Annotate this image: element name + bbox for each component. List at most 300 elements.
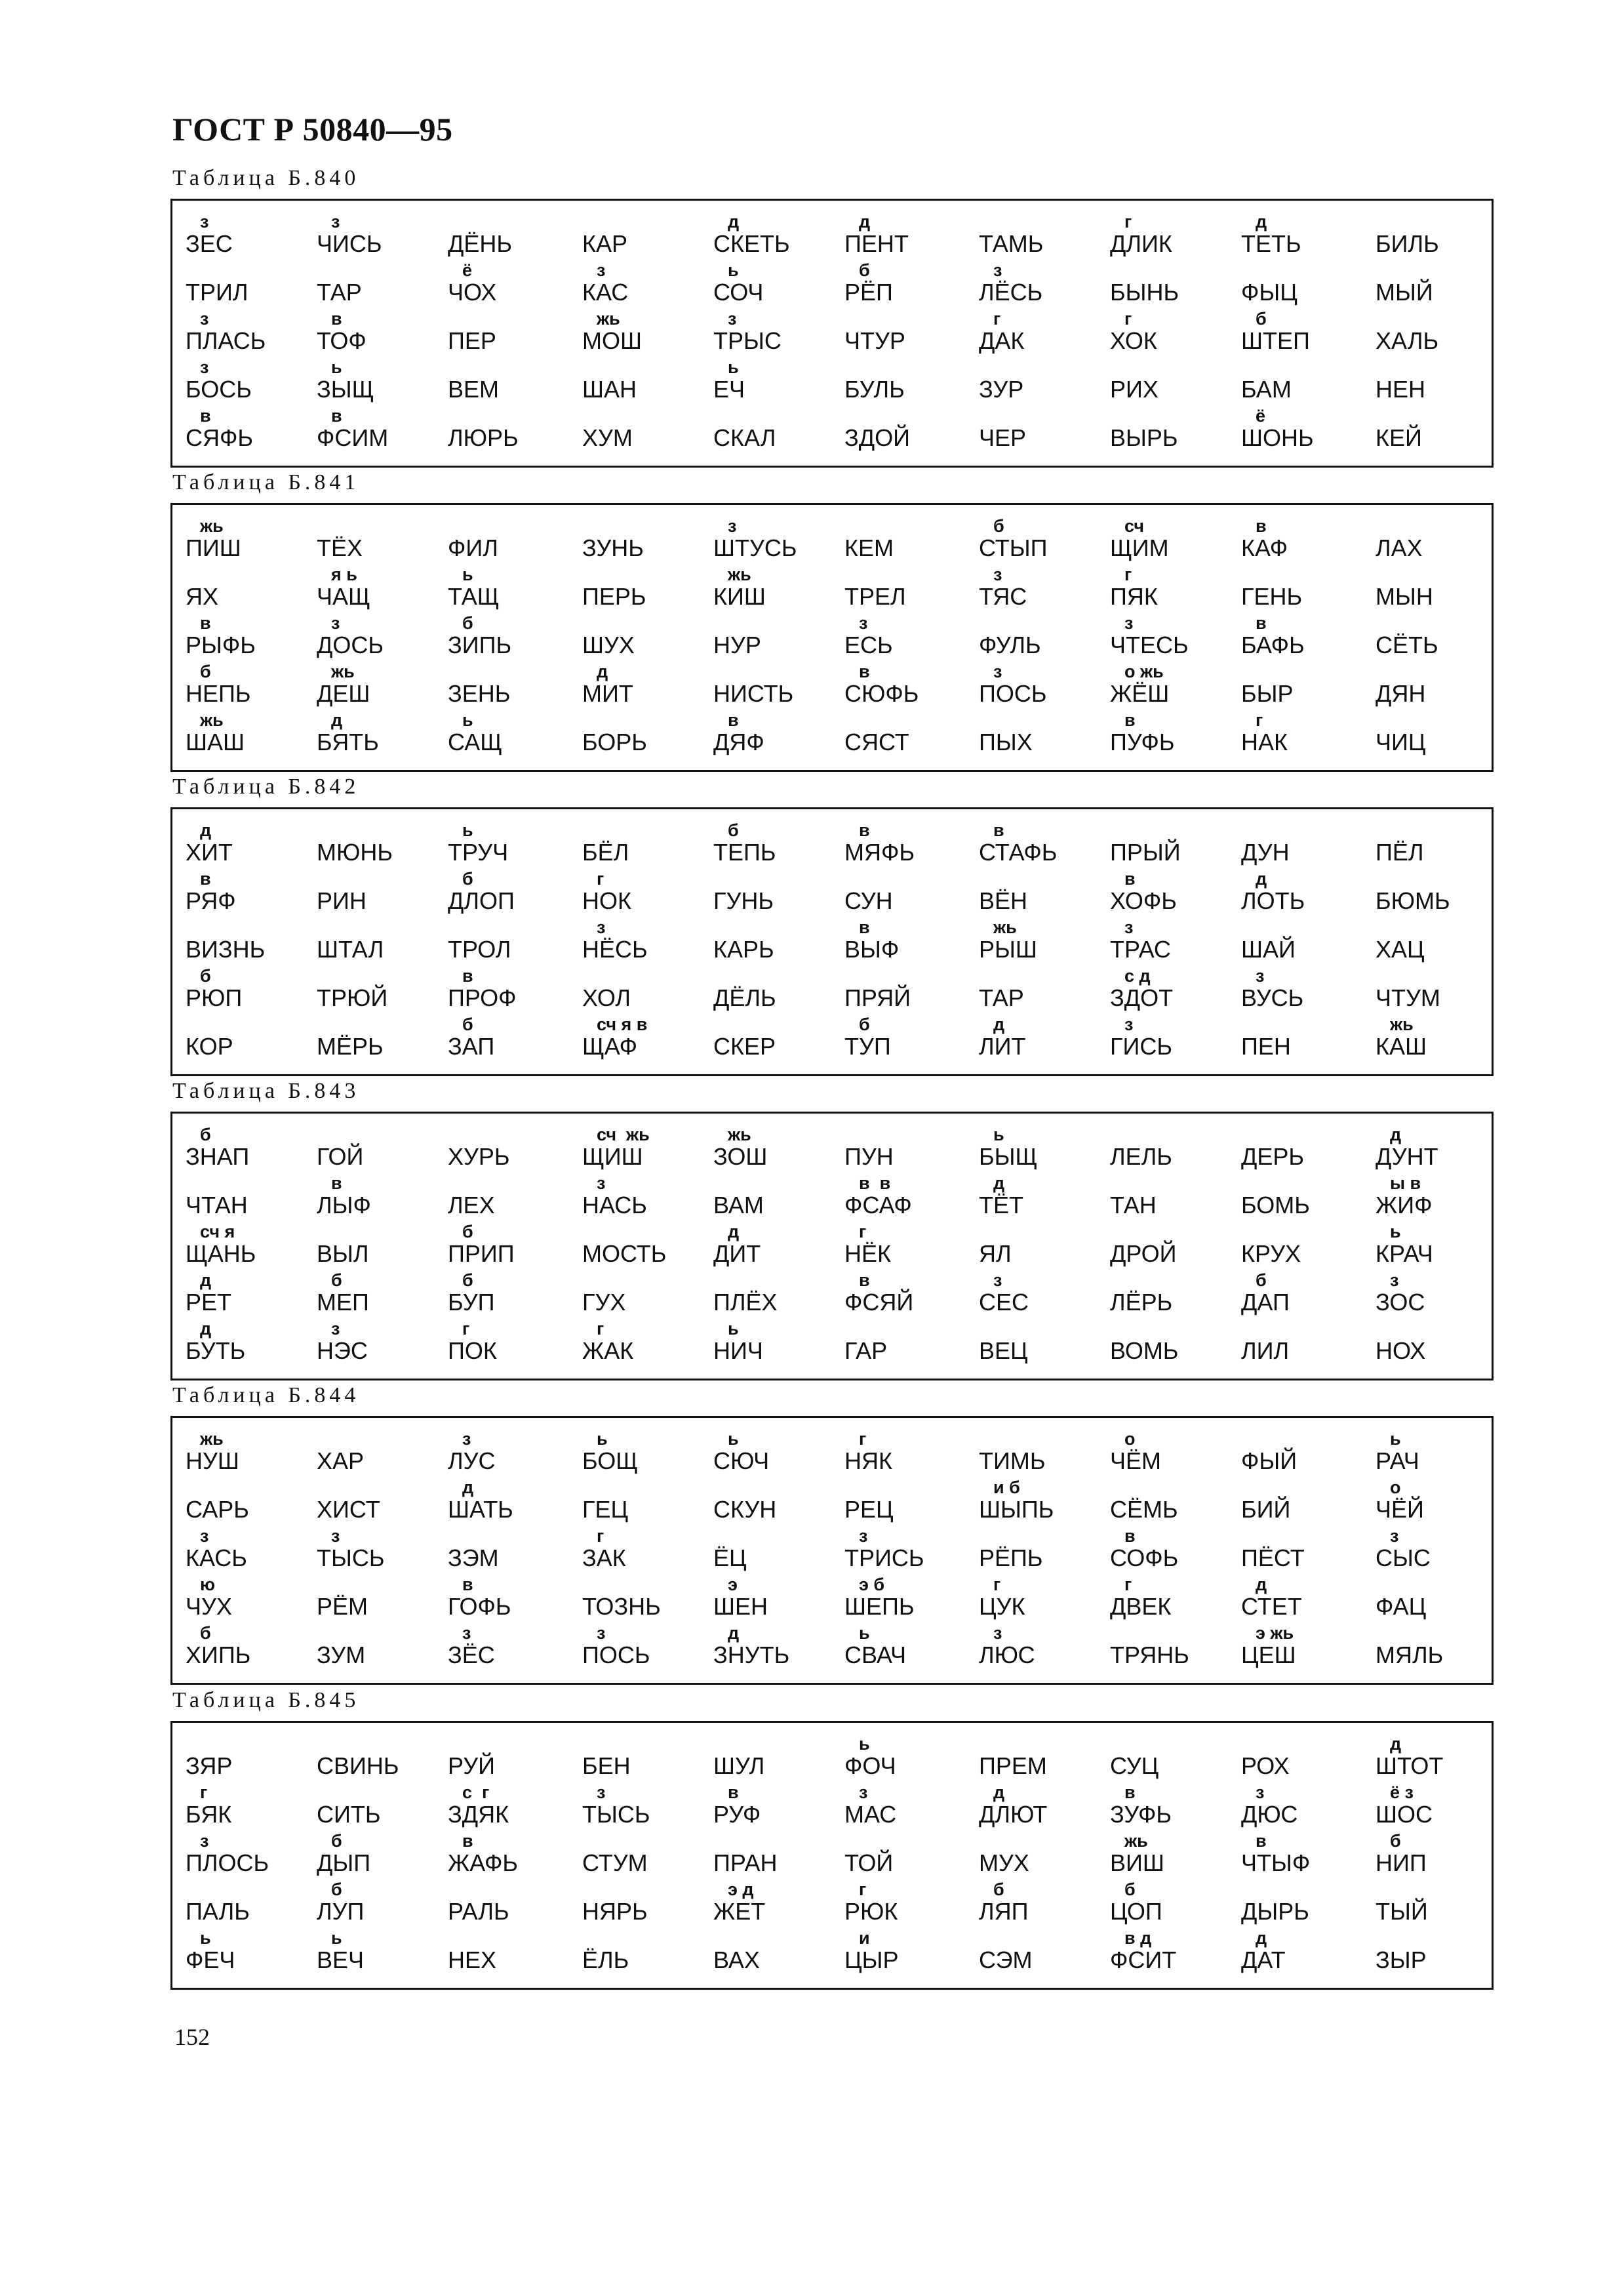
table-cell [1110, 1527, 1241, 1574]
table-cell [186, 261, 317, 308]
superscript-mark: з [462, 1429, 471, 1449]
syllable-word: ДАК [979, 327, 1025, 354]
superscript-mark: ь [331, 1928, 342, 1948]
table-cell [979, 711, 1110, 758]
table-cell [979, 1174, 1110, 1221]
superscript-mark: г [597, 1526, 604, 1546]
syllable-word: ШЫПЬ [979, 1496, 1054, 1523]
table-cell [448, 1832, 579, 1879]
superscript-mark: з [728, 309, 737, 329]
syllable-word: ДВЕК [1110, 1593, 1172, 1620]
superscript-mark: ь [728, 260, 739, 280]
superscript-mark: жь [597, 309, 620, 329]
syllable-word: НЯК [844, 1447, 892, 1474]
table-cell [1241, 1174, 1372, 1221]
superscript-mark: д [993, 1173, 1005, 1193]
syllable-word: НИЧ [713, 1337, 763, 1364]
table-cell [1376, 261, 1507, 308]
superscript-mark: б [200, 1125, 211, 1144]
table-cell [186, 711, 317, 758]
syllable-word: ПЛЁХ [713, 1289, 778, 1316]
syllable-word: ШТУСЬ [713, 534, 797, 561]
syllable-word: ПЕНТ [844, 230, 909, 257]
syllable-word: ВЫФ [844, 936, 900, 963]
syllable-word: ДАТ [1241, 1946, 1286, 1973]
table-cell [582, 517, 713, 564]
syllable-word: ПЛОСЬ [186, 1849, 269, 1876]
syllable-word: НАК [1241, 729, 1288, 755]
table-cell [713, 1125, 844, 1173]
syllable-word: ФСИТ [1110, 1946, 1177, 1973]
table-cell [186, 614, 317, 661]
syllable-word: КАФ [1241, 534, 1288, 561]
table-cell [713, 1929, 844, 1976]
superscript-mark: в в [859, 1173, 891, 1193]
table-cell [317, 1783, 448, 1830]
table-cell [713, 1222, 844, 1270]
table-cell [1241, 711, 1372, 758]
superscript-mark: сч жь [597, 1125, 650, 1144]
superscript-mark: з [331, 1319, 340, 1339]
superscript-mark: в д [1124, 1928, 1152, 1948]
table-cell [1376, 1929, 1507, 1976]
table-cell [1241, 1015, 1372, 1062]
table-cell [844, 870, 976, 917]
superscript-mark: жь [200, 1429, 224, 1449]
syllable-word: ХОК [1110, 327, 1157, 354]
table-cell [1376, 870, 1507, 917]
table-cell [186, 358, 317, 405]
syllable-word: ЗУНЬ [582, 534, 644, 561]
superscript-mark: б [200, 966, 211, 986]
syllable-word: ЧТУР [844, 327, 905, 354]
table-cell [1241, 870, 1372, 917]
superscript-mark: в [200, 613, 211, 633]
syllable-word: ЛИЛ [1241, 1337, 1290, 1364]
syllable-word: ПРЕМ [979, 1752, 1047, 1779]
table-cell [317, 407, 448, 454]
syllable-word: ЛИТ [979, 1033, 1026, 1060]
table-cell [582, 1430, 713, 1477]
syllable-word: ХАЦ [1376, 936, 1425, 963]
syllable-word: СТУМ [582, 1849, 648, 1876]
syllable-word: ЛУС [448, 1447, 496, 1474]
syllable-word: ЧАЩ [317, 583, 370, 610]
table-cell [1376, 407, 1507, 454]
table-caption: Таблица Б.843 [172, 1079, 360, 1103]
superscript-mark: в [1124, 710, 1136, 730]
syllable-word: СЁМЬ [1110, 1496, 1178, 1523]
table-cell [1110, 407, 1241, 454]
syllable-word: ВЕМ [448, 376, 500, 403]
table-cell [979, 261, 1110, 308]
syllable-word: ЖАК [582, 1337, 634, 1364]
syllable-word: ЗАК [582, 1544, 626, 1571]
table-cell [582, 1624, 713, 1671]
table-cell [844, 212, 976, 260]
superscript-mark: г [597, 1319, 604, 1339]
table-cell [844, 517, 976, 564]
superscript-mark: в [859, 1270, 870, 1290]
syllable-word: ХИСТ [317, 1496, 380, 1523]
table-cell [448, 711, 579, 758]
superscript-mark: г [1124, 309, 1132, 329]
table-cell [186, 1880, 317, 1927]
table-cell [317, 517, 448, 564]
superscript-mark: ь [859, 1623, 870, 1643]
table-cell [979, 821, 1110, 868]
superscript-mark: в [331, 406, 342, 426]
syllable-word: ЗИПЬ [448, 632, 512, 658]
table-cell [1110, 967, 1241, 1014]
syllable-word: ЛЕХ [448, 1192, 495, 1218]
syllable-word: ТЁТ [979, 1192, 1024, 1218]
table-cell [713, 614, 844, 661]
superscript-mark: ь [462, 565, 473, 584]
table-cell [448, 870, 579, 917]
table-caption: Таблица Б.840 [172, 166, 360, 190]
syllable-word: НОХ [1376, 1337, 1426, 1364]
syllable-word: ШТАЛ [317, 936, 384, 963]
syllable-word: ПЛАСЬ [186, 327, 266, 354]
superscript-mark: в [859, 662, 870, 681]
syllable-word: ЗЭМ [448, 1544, 499, 1571]
table-cell [186, 407, 317, 454]
syllable-word: ЖАФЬ [448, 1849, 519, 1876]
syllable-word: ЛЫФ [317, 1192, 371, 1218]
superscript-mark: б [462, 1270, 473, 1290]
syllable-word: ЗДОТ [1110, 984, 1174, 1011]
syllable-word: РЫШ [979, 936, 1037, 963]
word-table [170, 503, 1494, 772]
table-cell [1110, 918, 1241, 965]
table-cell [1241, 1478, 1372, 1525]
superscript-mark: б [462, 869, 473, 889]
superscript-mark: г [859, 1222, 867, 1241]
table-cell [1241, 1271, 1372, 1318]
page-header: ГОСТ Р 50840—95 [172, 111, 453, 148]
table-cell [1110, 1319, 1241, 1367]
table-cell [448, 1222, 579, 1270]
syllable-word: ВОМЬ [1110, 1337, 1179, 1364]
syllable-word: ЧЁЙ [1376, 1496, 1424, 1523]
table-cell [1376, 565, 1507, 613]
table-cell [979, 1735, 1110, 1782]
table-cell [186, 565, 317, 613]
table-cell [713, 1880, 844, 1927]
table-cell [582, 918, 713, 965]
superscript-mark: г [993, 1575, 1001, 1594]
table-cell [844, 918, 976, 965]
syllable-word: ТЕПЬ [713, 839, 776, 866]
syllable-word: КАСЬ [186, 1544, 247, 1571]
syllable-word: ШТЕП [1241, 327, 1310, 354]
table-cell [448, 1929, 579, 1976]
syllable-word: МУХ [979, 1849, 1029, 1876]
syllable-word: СКУН [713, 1496, 777, 1523]
superscript-mark: д [1256, 869, 1267, 889]
table-cell [1110, 1430, 1241, 1477]
table-cell [713, 1575, 844, 1622]
syllable-word: ЗАП [448, 1033, 495, 1060]
table-cell [317, 565, 448, 613]
syllable-word: ЛЁРЬ [1110, 1289, 1173, 1316]
superscript-mark: ь [728, 357, 739, 377]
syllable-word: ШУХ [582, 632, 635, 658]
table-cell [979, 517, 1110, 564]
table-cell [844, 1880, 976, 1927]
table-cell [1376, 1125, 1507, 1173]
table-cell [713, 565, 844, 613]
superscript-mark: в [859, 917, 870, 937]
syllable-word: ПРЯЙ [844, 984, 911, 1011]
superscript-mark: в [462, 1575, 473, 1594]
table-cell [713, 662, 844, 710]
superscript-mark: з [597, 917, 606, 937]
table-cell [713, 1271, 844, 1318]
table-cell [1241, 1624, 1372, 1671]
table-cell [844, 1319, 976, 1367]
table-cell [448, 1430, 579, 1477]
syllable-word: МЫЙ [1376, 279, 1433, 306]
syllable-word: КОР [186, 1033, 233, 1060]
table-cell [186, 1624, 317, 1671]
table-cell [317, 967, 448, 1014]
syllable-word: ДЮС [1241, 1801, 1298, 1828]
table-cell [582, 1832, 713, 1879]
table-cell [317, 358, 448, 405]
table-cell [713, 918, 844, 965]
superscript-mark: з [993, 260, 1002, 280]
syllable-word: ДЛОП [448, 887, 515, 914]
table-cell [1110, 821, 1241, 868]
table-cell [1241, 1832, 1372, 1879]
table-cell [713, 261, 844, 308]
syllable-word: РУЙ [448, 1752, 495, 1779]
syllable-word: ЁЛЬ [582, 1946, 629, 1973]
superscript-mark: с г [462, 1782, 490, 1802]
syllable-word: ФУЛЬ [979, 632, 1041, 658]
syllable-word: КАР [582, 230, 627, 257]
superscript-mark: з [1124, 917, 1134, 937]
syllable-word: БУТЬ [186, 1337, 246, 1364]
syllable-word: ВЫЛ [317, 1240, 369, 1267]
table-cell [448, 1624, 579, 1671]
syllable-word: ЕСЬ [844, 632, 893, 658]
table-cell [448, 1880, 579, 1927]
syllable-word: ПЕРЬ [582, 583, 646, 610]
superscript-mark: ё з [1390, 1782, 1414, 1802]
superscript-mark: в [1124, 1782, 1136, 1802]
table-cell [317, 821, 448, 868]
syllable-word: НЕПЬ [186, 680, 251, 707]
syllable-word: ПЫХ [979, 729, 1033, 755]
syllable-word: ДОСЬ [317, 632, 384, 658]
syllable-word: ШАТЬ [448, 1496, 513, 1523]
syllable-word: НЁК [844, 1240, 891, 1267]
superscript-mark: о [1390, 1478, 1401, 1497]
syllable-word: ЁЦ [713, 1544, 747, 1571]
syllable-word: ДЕШ [317, 680, 370, 707]
word-table [170, 1112, 1494, 1380]
syllable-word: ХОФЬ [1110, 887, 1177, 914]
table-cell [979, 1929, 1110, 1976]
table-cell [1376, 358, 1507, 405]
table-cell [979, 662, 1110, 710]
superscript-mark: ь [462, 820, 473, 840]
syllable-word: ФЫЙ [1241, 1447, 1297, 1474]
superscript-mark: г [1124, 212, 1132, 232]
superscript-mark: з [993, 1270, 1002, 1290]
superscript-mark: з [859, 1782, 868, 1802]
syllable-word: СУН [844, 887, 893, 914]
table-cell [713, 711, 844, 758]
superscript-mark: б [1256, 309, 1267, 329]
table-cell [582, 358, 713, 405]
superscript-mark: б [200, 1623, 211, 1643]
table-cell [448, 261, 579, 308]
table-cell [317, 918, 448, 965]
table-cell [317, 711, 448, 758]
syllable-word: СЫС [1376, 1544, 1431, 1571]
syllable-word: ЗЕС [186, 230, 233, 257]
syllable-word: ЗНУТЬ [713, 1641, 790, 1668]
syllable-word: ФИЛ [448, 534, 498, 561]
syllable-word: ДЕРЬ [1241, 1143, 1305, 1170]
table-cell [448, 1735, 579, 1782]
superscript-mark: сч я [200, 1222, 235, 1241]
table-cell [1376, 967, 1507, 1014]
table-cell [979, 1319, 1110, 1367]
syllable-word: ЩИМ [1110, 534, 1169, 561]
table-cell [1110, 565, 1241, 613]
table-cell [979, 407, 1110, 454]
syllable-word: БАФЬ [1241, 632, 1305, 658]
table-cell [1241, 261, 1372, 308]
table-cell [713, 1430, 844, 1477]
table-cell [317, 1125, 448, 1173]
table-cell [844, 310, 976, 357]
superscript-mark: жь [1124, 1831, 1148, 1851]
table-cell [186, 1527, 317, 1574]
table-cell [1376, 212, 1507, 260]
table-cell [317, 1430, 448, 1477]
superscript-mark: жь [331, 662, 355, 681]
table-cell [317, 1015, 448, 1062]
table-cell [1376, 1222, 1507, 1270]
syllable-word: КАРЬ [713, 936, 774, 963]
superscript-mark: д [728, 1623, 740, 1643]
syllable-word: ТЁХ [317, 534, 363, 561]
table-cell [979, 918, 1110, 965]
syllable-word: НОК [582, 887, 631, 914]
table-cell [1241, 407, 1372, 454]
syllable-word: ФСЯЙ [844, 1289, 914, 1316]
table-cell [1376, 1430, 1507, 1477]
syllable-word: БУЛЬ [844, 376, 905, 403]
table-cell [317, 1929, 448, 1976]
syllable-word: НУР [713, 632, 761, 658]
syllable-word: ШАЙ [1241, 936, 1296, 963]
syllable-word: ТАЩ [448, 583, 500, 610]
superscript-mark: з [859, 1526, 868, 1546]
superscript-mark: д [1390, 1125, 1402, 1144]
table-cell [713, 1832, 844, 1879]
table-cell [713, 1319, 844, 1367]
table-caption: Таблица Б.842 [172, 775, 360, 799]
syllable-word: РЫФЬ [186, 632, 256, 658]
table-cell [713, 407, 844, 454]
superscript-mark: ё [1256, 406, 1266, 426]
table-cell [448, 1478, 579, 1525]
table-cell [186, 1222, 317, 1270]
syllable-word: ТРЯНЬ [1110, 1641, 1189, 1668]
syllable-word: ЯХ [186, 583, 219, 610]
syllable-word: СОЧ [713, 279, 764, 306]
syllable-word: ТАН [1110, 1192, 1157, 1218]
superscript-mark: з [1390, 1526, 1399, 1546]
table-cell [979, 1125, 1110, 1173]
table-cell [448, 1319, 579, 1367]
table-cell [844, 1271, 976, 1318]
table-cell [1110, 358, 1241, 405]
syllable-word: СЮЧ [713, 1447, 770, 1474]
syllable-word: СОФЬ [1110, 1544, 1179, 1571]
table-cell [1110, 1832, 1241, 1879]
superscript-mark: э [728, 1575, 738, 1594]
superscript-mark: г [200, 1782, 208, 1802]
syllable-word: ТРИЛ [186, 279, 248, 306]
syllable-word: ПРОФ [448, 984, 517, 1011]
table-cell [713, 1624, 844, 1671]
superscript-mark: з [597, 1782, 606, 1802]
syllable-word: ЗЁС [448, 1641, 495, 1668]
superscript-mark: з [728, 516, 737, 536]
syllable-word: КАС [582, 279, 629, 306]
syllable-word: КАШ [1376, 1033, 1427, 1060]
syllable-word: РЕТ [186, 1289, 232, 1316]
syllable-word: КРУХ [1241, 1240, 1301, 1267]
syllable-word: ГУХ [582, 1289, 626, 1316]
syllable-word: ВЫРЬ [1110, 424, 1178, 451]
table-cell [582, 310, 713, 357]
syllable-word: ТЫСЬ [317, 1544, 385, 1571]
table-cell [1376, 711, 1507, 758]
table-cell [448, 1783, 579, 1830]
superscript-mark: з [597, 260, 606, 280]
syllable-word: ВУСЬ [1241, 984, 1304, 1011]
syllable-word: ЧИЦ [1376, 729, 1426, 755]
superscript-mark: б [1390, 1831, 1401, 1851]
superscript-mark: з [200, 1831, 209, 1851]
table-cell [1241, 310, 1372, 357]
syllable-word: ЧИСЬ [317, 230, 382, 257]
table-cell [1376, 1735, 1507, 1782]
superscript-mark: о [1124, 1429, 1136, 1449]
table-cell [713, 870, 844, 917]
table-cell [713, 358, 844, 405]
table-cell [1110, 1478, 1241, 1525]
superscript-mark: з [331, 613, 340, 633]
syllable-word: ШУЛ [713, 1752, 765, 1779]
syllable-word: ДИТ [713, 1240, 761, 1267]
table-cell [186, 1929, 317, 1976]
syllable-word: НЕН [1376, 376, 1426, 403]
syllable-word: БАМ [1241, 376, 1292, 403]
syllable-word: КИШ [713, 583, 766, 610]
table-cell [1376, 517, 1507, 564]
syllable-word: ВЕЦ [979, 1337, 1028, 1364]
